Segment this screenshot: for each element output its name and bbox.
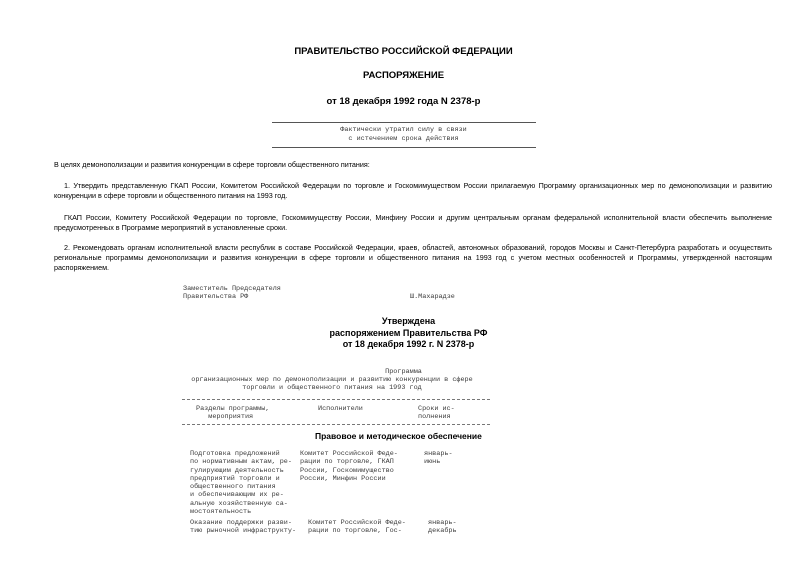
table-row-2-measure: Оказание поддержки разви- тию рыночной инфраструкту- <box>190 519 297 536</box>
approval-block <box>0 316 807 351</box>
table-row-1-term: январь- июнь <box>424 450 453 467</box>
signature-title-line1: Заместитель Председателя <box>183 285 281 293</box>
table-row-2-executors: Комитет Российской Феде- рации по торговле, Гос- <box>308 519 406 536</box>
table-header-rule <box>182 424 490 425</box>
approval-line1: Утверждена <box>381 316 436 326</box>
table-header-executors: Исполнители <box>318 405 363 413</box>
table-header-sections: Разделы программы, мероприятия <box>196 405 270 422</box>
item2-paragraph: 2. Рекомендовать органам исполнительной власти республик в составе Российской Федерации, краев, областей, автономных образований, городов Москвы и Санкт-Петербурга разработать и осуществить региональные программы демонополизации и развития конкуренции в сфере торговли и общественного питания на 1993 год с учетом местных особенностей и Программы, утвержденной настоящим распоряжением. <box>54 243 772 272</box>
status-note-line1: Фактически утратил силу в связи <box>340 126 467 134</box>
program-title-line3: торговли и общественного питания на 1993 год <box>242 384 422 392</box>
document-date-number: от 18 декабря 1992 года N 2378-р <box>326 96 481 107</box>
approval-line3: от 18 декабря 1992 г. N 2378-р <box>342 339 475 349</box>
table-row-1-measure: Подготовка предложений по нормативным актам, ре- гулирующим деятельность предприятий торговли и общественного питания и обеспечивающим их ре- альную хозяйственную са- мостоятельность <box>190 450 292 517</box>
approval-line2: распоряжением Правительства РФ <box>329 327 488 338</box>
status-note-top-rule <box>272 122 536 123</box>
signature-title-line2: Правительства РФ <box>183 293 249 301</box>
signature-name: Ш.Махарадзе <box>410 293 455 301</box>
table-row-1-executors: Комитет Российской Феде- рации по торговле, ГКАП России, Госкомимущество России, Минфин России <box>300 450 398 483</box>
table-header-terms: Сроки ис- полнения <box>418 405 455 422</box>
table-section-title: Правовое и методическое обеспечение <box>315 431 482 441</box>
program-title-line2: организационных мер по демонополизации и развитию конкуренции в сфере <box>191 376 473 384</box>
item1-continuation-paragraph: ГКАП России, Комитету Российской Федерации по торговле, Госкомимуществу России, Минфину России и другим центральным органам федеральной исполнительной власти обеспечить выполнение предусмотренных в Программе мероприятий в установленные сроки. <box>54 213 772 232</box>
table-top-rule <box>182 399 490 400</box>
table-row-2-term: январь- декабрь <box>428 519 457 536</box>
status-note-line2: с истечением срока действия <box>348 135 459 143</box>
status-note-bottom-rule <box>272 147 536 148</box>
item1-paragraph: 1. Утвердить представленную ГКАП России, Комитетом Российской Федерации по торговле и Госкомимуществом России прилагаемую Программу организационных мер по демонополизации и развитию конкуренции в сфере торговли и общественного питания на 1993 год. <box>54 181 772 200</box>
document-type: РАСПОРЯЖЕНИЕ <box>362 70 445 81</box>
program-title-line1: Программа <box>385 368 422 376</box>
government-title: ПРАВИТЕЛЬСТВО РОССИЙСКОЙ ФЕДЕРАЦИИ <box>294 46 513 57</box>
intro-paragraph: В целях демонополизации и развития конкуренции в сфере торговли общественного питания: <box>54 160 370 169</box>
